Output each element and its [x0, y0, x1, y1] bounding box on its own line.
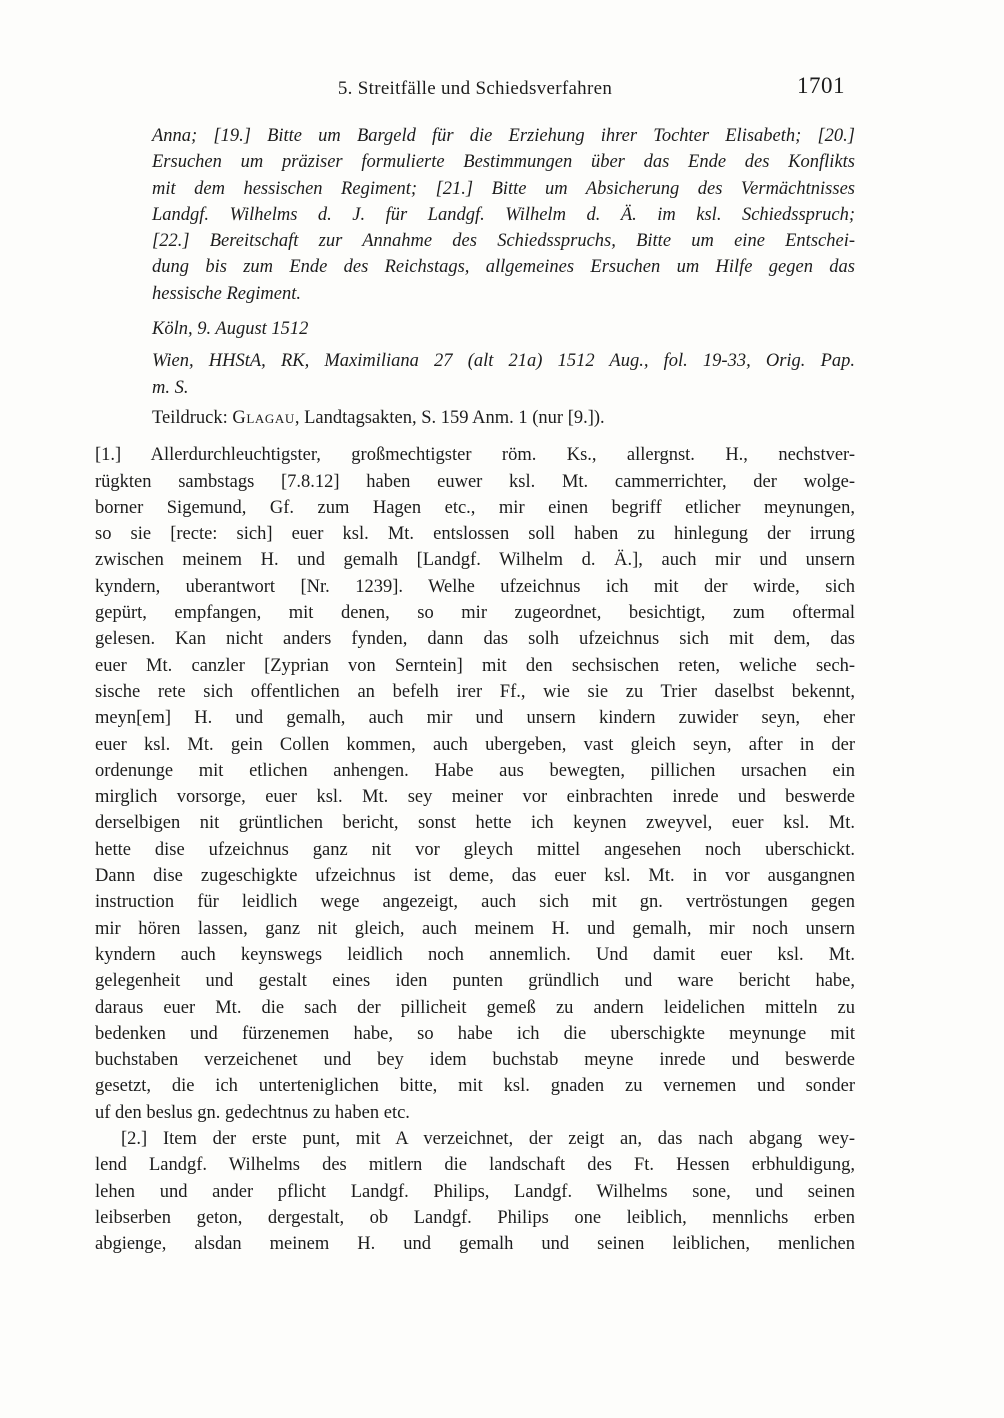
page-number: 1701: [797, 73, 845, 98]
roman-text-run: gepürt, empfangen, mit denen, so mir zugeordnet, besichtigt, zum oftermal: [95, 603, 855, 624]
roman-text-run: abgienge, alsdan meinem H. und gemalh und seinen leiblichen, menlichen: [95, 1234, 855, 1255]
italic-text-run: m. S.: [152, 377, 189, 398]
text-line: [152, 281, 855, 307]
roman-text-run: gelesen. Kan nicht anders fynden, dann das solh ufzeichnus sich mit dem, das: [95, 629, 855, 650]
roman-text-run: , auch mir und unsern: [638, 550, 855, 571]
roman-text-run: ordenunge mit etlichen anhengen. Habe aus bewegten, pillichen ursachen ein: [95, 760, 855, 781]
text-line: [95, 784, 855, 810]
italic-text-run: [Zyprian von Serntein]: [264, 655, 463, 676]
text-line: [152, 228, 855, 254]
roman-text-run: H. und gemalh, auch mir und unsern kindern zuwider seyn, eher: [171, 708, 855, 729]
roman-text-run: zwischen meinem H. und gemalh: [95, 550, 417, 571]
italic-text-run: Anna; [19.] Bitte um Bargeld für die Erziehung ihrer Tochter Elisabeth; [20.]: [152, 126, 855, 146]
text-line: [95, 626, 855, 652]
italic-text-run: Teildruck:: [152, 407, 233, 428]
place-date-line: [152, 316, 855, 342]
text-line: [95, 1021, 855, 1047]
roman-text-run: hette dise ufzeichnus ganz nit vor gleych mittel angesehen noch uberschickt.: [95, 839, 855, 860]
text-line: [95, 1179, 855, 1205]
text-line: [95, 942, 855, 968]
text-line: [152, 149, 855, 175]
italic-text-run: [Landgf. Wilhelm d. Ä.]: [416, 550, 639, 571]
text-line: [95, 521, 855, 547]
roman-text-run: mir hören lassen, ganz nit gleich, auch meinem H. und gemalh, mir noch unsern: [95, 918, 855, 939]
roman-text-run: so sie: [95, 524, 171, 545]
text-line: [95, 495, 855, 521]
text-line: [95, 705, 855, 731]
roman-text-run: buchstaben verzeichenet und bey idem buchstab meyne inrede und beswerde: [95, 1050, 855, 1071]
roman-text-run: kyndern, uberantwort: [95, 576, 301, 597]
text-line: [95, 837, 855, 863]
text-line: [95, 574, 855, 600]
text-line: [95, 442, 855, 468]
text-column: [95, 73, 855, 1257]
italic-text-run: Landgf. Wilhelms d. J. für Landgf. Wilhelm d. Ä. im ksl. Schiedsspruch;: [152, 204, 855, 225]
text-line: [152, 405, 855, 431]
text-line: [95, 732, 855, 758]
body-paragraph-2: [95, 1126, 855, 1257]
roman-text-run: euer Mt. canzler: [95, 655, 265, 676]
roman-text-run: gesetzt, die ich unterteniglichen bitte, mit ksl. gnaden zu vernemen und sonder: [95, 1076, 855, 1097]
text-line: [152, 202, 855, 228]
roman-text-run: meyn: [95, 708, 137, 729]
regest-summary: [152, 123, 855, 307]
text-line: [152, 254, 855, 280]
roman-text-run: Allerdurchleuchtigster, großmechtigster röm. Ks., allergnst. H., nechstver-: [150, 445, 855, 466]
italic-text-run: [1.]: [95, 445, 151, 466]
text-line: [95, 810, 855, 836]
print-reference: [152, 405, 855, 431]
roman-text-run: haben euwer ksl. Mt. cammerrichter, der wolge-: [339, 471, 855, 492]
italic-text-run: hessische Regiment.: [152, 283, 301, 304]
text-line: [95, 1231, 855, 1257]
roman-text-run: leibserben geton, dergestalt, ob Landgf. Philips one leiblich, mennlichs erben: [95, 1207, 855, 1228]
text-line: [95, 469, 855, 495]
italic-text-run: [em]: [136, 708, 172, 729]
text-line: [152, 316, 855, 342]
text-line: [95, 1205, 855, 1231]
italic-text-run: dung bis zum Ende des Reichstags, allgemeines Ersuchen um Hilfe gegen das: [152, 257, 855, 278]
italic-text-run: , Landtagsakten, S. 159 Anm. 1 (nur [9.]).: [294, 407, 605, 428]
italic-text-run: [7.8.12]: [280, 471, 340, 492]
roman-text-run: mirglich vorsorge, euer ksl. Mt. sey meiner vor einbrachten inrede und beswerde: [95, 787, 855, 808]
archive-reference: [152, 348, 855, 401]
roman-text-run: uf den beslus gn. gedechtnus zu haben etc.: [95, 1102, 410, 1123]
roman-text-run: rügkten sambstags: [95, 471, 281, 492]
italic-text-run: [recte: sich]: [170, 524, 273, 545]
body-paragraph-1: [95, 442, 855, 1126]
italic-text-run: [Nr. 1239]: [300, 576, 399, 597]
roman-text-run: lehen und ander pflicht Landgf. Philips, Landgf. Wilhelms sone, und seinen: [95, 1181, 855, 1202]
text-line: [152, 375, 855, 401]
italic-text-run: Wien, HHStA, RK, Maximiliana 27 (alt 21a) 1512 Aug., fol. 19-33, Orig. Pap.: [152, 351, 855, 372]
roman-text-run: daraus euer Mt. die sach der pillicheit gemeß zu andern leidelichen mitteln zu: [95, 997, 855, 1018]
text-line: [95, 1047, 855, 1073]
italic-text-run: mit dem hessischen Regiment; [21.] Bitte um Absicherung des Vermächtnisses: [152, 178, 855, 199]
roman-text-run: instruction für leidlich wege angezeigt, auch sich mit gn. vertröstungen gegen: [95, 892, 855, 913]
italic-text-run: Köln, 9. August 1512: [152, 319, 309, 340]
roman-text-run: Dann dise zugeschigkte ufzeichnus ist deme, das euer ksl. Mt. in vor ausgangnen: [95, 866, 855, 887]
running-title: 5. Streitfälle und Schiedsverfahren: [337, 78, 613, 99]
text-line: [95, 1100, 855, 1126]
text-line: [95, 968, 855, 994]
text-line: [95, 995, 855, 1021]
italic-text-run: [22.] Bereitschaft zur Annahme des Schiedsspruchs, Bitte um eine Entschei-: [152, 231, 855, 252]
text-line: [152, 348, 855, 374]
text-line: [95, 889, 855, 915]
text-line: [95, 916, 855, 942]
text-line: [95, 547, 855, 573]
roman-text-run: euer ksl. Mt. entslossen soll haben zu hinlegung der irrung: [272, 524, 855, 545]
text-line: [95, 679, 855, 705]
text-line: [95, 1073, 855, 1099]
text-line: [152, 123, 855, 149]
text-line: [152, 176, 855, 202]
roman-text-run: . Welhe ufzeichnus ich mit der wirde, sich: [398, 576, 855, 597]
roman-text-run: sische rete sich offentlichen an befelh irer Ff., wie sie zu Trier daselbst bekennt,: [95, 681, 855, 702]
roman-text-run: derselbigen nit grüntlichen bericht, sonst hette ich keynen zweyvel, euer ksl. Mt.: [95, 813, 855, 834]
text-line: [95, 758, 855, 784]
roman-text-run: mit den sechsischen reten, weliche sech-: [462, 655, 855, 676]
roman-text-run: lend Landgf. Wilhelms des mitlern die landschaft des Ft. Hessen erbhuldigung,: [95, 1155, 855, 1176]
roman-text-run: kyndern auch keynswegs leidlich noch annemlich. Und damit euer ksl. Mt.: [95, 944, 855, 965]
roman-text-run: bedenken und fürzenemen habe, so habe ich die uberschigkte meynunge mit: [95, 1023, 855, 1044]
roman-text-run: borner Sigemund, Gf. zum Hagen etc., mir einen begriff etlicher meynungen,: [95, 497, 855, 518]
text-line: [95, 863, 855, 889]
text-line: [95, 600, 855, 626]
roman-text-run: Item der erste punt, mit A verzeichnet, der zeigt an, das nach abgang wey-: [162, 1128, 855, 1149]
roman-text-run: euer ksl. Mt. gein Collen kommen, auch ubergeben, vast gleich seyn, after in der: [95, 734, 855, 755]
text-line: [95, 1152, 855, 1178]
text-line: [95, 653, 855, 679]
smallcaps-text-run: Glagau: [232, 407, 295, 428]
roman-text-run: gelegenheit und gestalt eines iden punten gründlich und ware bericht habe,: [95, 971, 855, 992]
italic-text-run: Ersuchen um präziser formulierte Bestimmungen über das Ende des Konflikts: [152, 152, 855, 173]
page-header: [95, 73, 855, 106]
text-line: [95, 1126, 855, 1152]
italic-text-run: [2.]: [121, 1128, 163, 1149]
